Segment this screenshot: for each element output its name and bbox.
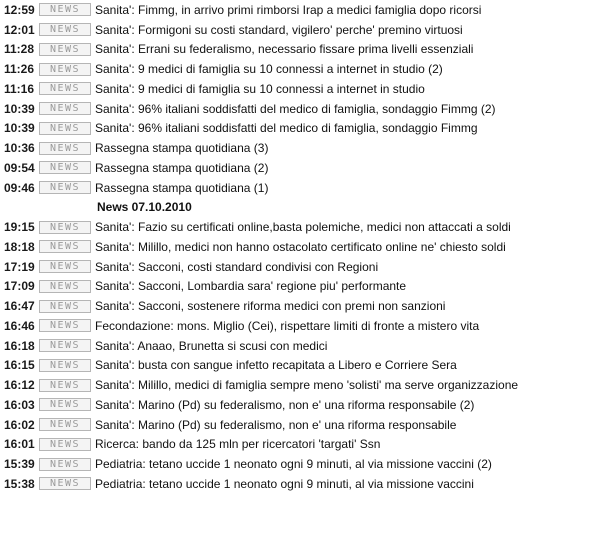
news-time: 12:01 — [4, 22, 35, 37]
news-item — [0, 99, 598, 119]
news-item — [0, 395, 598, 415]
news-headline-link[interactable]: Sanita': Milillo, medici non hanno ostacolato certificato online ne' chiesto soldi — [95, 239, 506, 254]
news-badge-icon[interactable]: NEWS — [39, 82, 91, 95]
news-item — [0, 375, 598, 395]
news-item — [0, 119, 598, 139]
news-badge-icon[interactable]: NEWS — [39, 359, 91, 372]
news-badge-icon[interactable]: NEWS — [39, 142, 91, 155]
news-headline-link[interactable]: Sanita': 9 medici di famiglia su 10 connessi a internet in studio — [95, 81, 425, 96]
date-header-row — [0, 198, 598, 218]
news-time: 16:01 — [4, 437, 35, 452]
news-badge-icon[interactable]: NEWS — [39, 458, 91, 471]
news-headline-link[interactable]: Sanita': Sacconi, costi standard condivisi con Regioni — [95, 259, 379, 274]
news-headline-link[interactable]: Rassegna stampa quotidiana (2) — [95, 160, 269, 175]
news-item — [0, 237, 598, 257]
news-badge-icon[interactable]: NEWS — [39, 398, 91, 411]
news-badge-icon[interactable]: NEWS — [39, 221, 91, 234]
news-time: 10:39 — [4, 121, 35, 136]
news-badge-icon[interactable]: NEWS — [39, 477, 91, 490]
news-item — [0, 79, 598, 99]
news-item — [0, 0, 598, 20]
news-headline-link[interactable]: Rassegna stampa quotidiana (1) — [95, 180, 269, 195]
news-item — [0, 20, 598, 40]
news-badge-icon[interactable]: NEWS — [39, 122, 91, 135]
news-headline-link[interactable]: Sanita': busta con sangue infetto recapitata a Libero e Corriere Sera — [95, 358, 457, 373]
news-time: 15:39 — [4, 457, 35, 472]
news-badge-icon[interactable]: NEWS — [39, 379, 91, 392]
news-time: 16:46 — [4, 318, 35, 333]
news-item — [0, 435, 598, 455]
news-headline-link[interactable]: Sanita': Anaao, Brunetta si scusi con medici — [95, 338, 328, 353]
news-badge-icon[interactable]: NEWS — [39, 438, 91, 451]
news-item — [0, 316, 598, 336]
news-badge-icon[interactable]: NEWS — [39, 43, 91, 56]
news-time: 11:26 — [4, 62, 35, 77]
news-badge-icon[interactable]: NEWS — [39, 102, 91, 115]
news-time: 15:38 — [4, 476, 35, 491]
news-item — [0, 277, 598, 297]
news-headline-link[interactable]: Ricerca: bando da 125 mln per ricercatori 'targati' Ssn — [95, 437, 381, 452]
news-badge-icon[interactable]: NEWS — [39, 161, 91, 174]
news-item — [0, 178, 598, 198]
news-badge-icon[interactable]: NEWS — [39, 23, 91, 36]
news-badge-icon[interactable]: NEWS — [39, 63, 91, 76]
news-headline-link[interactable]: Sanita': Fazio su certificati online,basta polemiche, medici non attaccati a soldi — [95, 220, 511, 235]
news-badge-icon[interactable]: NEWS — [39, 240, 91, 253]
news-badge-icon[interactable]: NEWS — [39, 181, 91, 194]
news-headline-link[interactable]: Sanita': Errani su federalismo, necessario fissare prima livelli essenziali — [95, 42, 474, 57]
news-headline-link[interactable]: Sanita': Marino (Pd) su federalismo, non e' una riforma responsabile (2) — [95, 397, 475, 412]
date-header: News 07.10.2010 — [97, 200, 192, 215]
news-headline-link[interactable]: Fecondazione: mons. Miglio (Cei), rispettare limiti di fronte a mistero vita — [95, 318, 480, 333]
news-time: 18:18 — [4, 239, 35, 254]
news-item — [0, 59, 598, 79]
news-time: 16:47 — [4, 299, 35, 314]
news-item — [0, 356, 598, 376]
news-time: 17:09 — [4, 279, 35, 294]
news-time: 11:28 — [4, 42, 35, 57]
news-item — [0, 474, 598, 494]
news-badge-icon[interactable]: NEWS — [39, 339, 91, 352]
news-time: 10:36 — [4, 141, 35, 156]
news-badge-icon[interactable]: NEWS — [39, 260, 91, 273]
news-headline-link[interactable]: Sanita': Marino (Pd) su federalismo, non e' una riforma responsabile — [95, 417, 457, 432]
news-headline-link[interactable]: Pediatria: tetano uccide 1 neonato ogni 9 minuti, al via missione vaccini (2) — [95, 457, 492, 472]
news-time: 12:59 — [4, 2, 35, 17]
news-time: 16:15 — [4, 358, 35, 373]
news-badge-icon[interactable]: NEWS — [39, 280, 91, 293]
news-badge-icon[interactable]: NEWS — [39, 300, 91, 313]
news-item — [0, 454, 598, 474]
news-headline-link[interactable]: Sanita': 96% italiani soddisfatti del medico di famiglia, sondaggio Fimmg — [95, 121, 478, 136]
news-item — [0, 158, 598, 178]
news-time: 16:02 — [4, 417, 35, 432]
news-time: 16:03 — [4, 397, 35, 412]
news-headline-link[interactable]: Sanita': Formigoni su costi standard, vigilero' perche' premino virtuosi — [95, 22, 463, 37]
news-item — [0, 217, 598, 237]
news-item — [0, 257, 598, 277]
news-headline-link[interactable]: Sanita': Sacconi, sostenere riforma medici con premi non sanzioni — [95, 299, 446, 314]
news-item — [0, 138, 598, 158]
news-item — [0, 40, 598, 60]
news-item — [0, 336, 598, 356]
news-item — [0, 296, 598, 316]
news-headline-link[interactable]: Sanita': Fimmg, in arrivo primi rimborsi Irap a medici famiglia dopo ricorsi — [95, 2, 482, 17]
news-time: 16:18 — [4, 338, 35, 353]
news-badge-icon[interactable]: NEWS — [39, 319, 91, 332]
news-time: 19:15 — [4, 220, 35, 235]
news-time: 09:46 — [4, 180, 35, 195]
news-time: 16:12 — [4, 378, 35, 393]
news-headline-link[interactable]: Sanita': 96% italiani soddisfatti del medico di famiglia, sondaggio Fimmg (2) — [95, 101, 496, 116]
news-time: 09:54 — [4, 160, 35, 175]
news-headline-link[interactable]: Sanita': 9 medici di famiglia su 10 connessi a internet in studio (2) — [95, 62, 443, 77]
news-item — [0, 415, 598, 435]
news-headline-link[interactable]: Pediatria: tetano uccide 1 neonato ogni 9 minuti, al via missione vaccini — [95, 476, 474, 491]
news-time: 11:16 — [4, 81, 35, 96]
news-headline-link[interactable]: Sanita': Sacconi, Lombardia sara' regione piu' performante — [95, 279, 407, 294]
news-time: 17:19 — [4, 259, 35, 274]
news-badge-icon[interactable]: NEWS — [39, 418, 91, 431]
news-badge-icon[interactable]: NEWS — [39, 3, 91, 16]
news-headline-link[interactable]: Rassegna stampa quotidiana (3) — [95, 141, 269, 156]
news-time: 10:39 — [4, 101, 35, 116]
news-headline-link[interactable]: Sanita': Milillo, medici di famiglia sempre meno 'solisti' ma serve organizzazione — [95, 378, 519, 393]
